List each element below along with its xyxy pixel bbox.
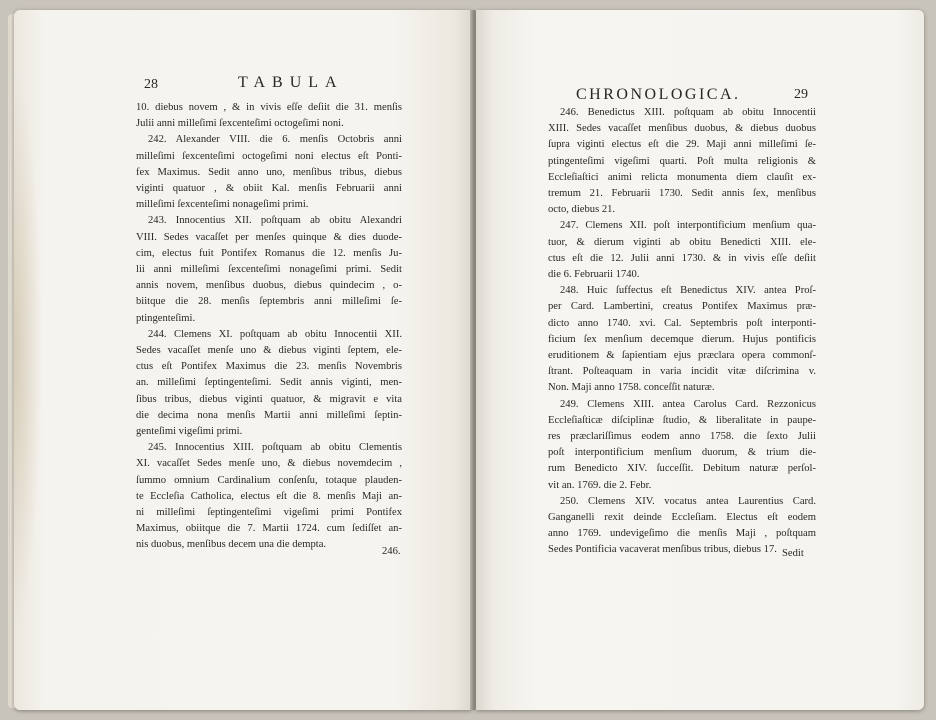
text-line: poſt interpontificium menſium duorum, & trium die- bbox=[548, 447, 816, 459]
text-line: milleſimi ſexcenteſimi nonageſimi primi. bbox=[136, 199, 309, 211]
text-line: ctus eſt die 12. Julii anni 1730. & in vivis eſſe deſiit bbox=[548, 252, 816, 264]
text-line: 250. Clemens XIV. vocatus antea Laurentius Card. bbox=[560, 495, 816, 507]
text-line: per Card. Lambertini, creatus Pontifex Maximus præ- bbox=[548, 301, 816, 313]
text-line: Maximus, obiitque die 7. Martii 1724. cum ſediſſet an- bbox=[136, 523, 402, 535]
text-line: 244. Clemens XI. poſtquam ab obitu Innocentii XII. bbox=[148, 328, 402, 340]
text-line: 248. Huic ſuffectus eſt Benedictus XIV. antea Proſ- bbox=[560, 285, 816, 297]
text-line: ſupra viginti electus eſt die 29. Maji anni milleſimi ſe- bbox=[548, 139, 816, 151]
left-catchword: 246. bbox=[382, 546, 401, 557]
right-running-head: CHRONOLOGICA. bbox=[576, 86, 741, 103]
right-catchword: Sedit bbox=[782, 548, 804, 559]
text-line: 247. Clemens XII. poſt interpontificium menſium qua- bbox=[560, 220, 816, 232]
text-line: anno 1769. undevigeſimo die menſis Maji , poſtquam bbox=[548, 528, 816, 540]
text-line: ficium ſex menſium decemque dierum. Hujus pontificis bbox=[548, 333, 816, 345]
text-line: 243. Innocentius XII. poſtquam ab obitu Alexandri bbox=[148, 215, 402, 227]
text-line: die decima nona menſis Martii anni milleſimi ſeptin- bbox=[136, 409, 402, 421]
text-line: Sedes vacaſſet menſe uno & diebus viginti ſeptem, ele- bbox=[136, 345, 402, 357]
left-page bbox=[14, 10, 472, 710]
text-line: Julii anni milleſimi ſexcenteſimi octogeſimi noni. bbox=[136, 118, 344, 130]
text-line: milleſimi ſexcenteſimi octogeſimi noni electus eſt Ponti- bbox=[136, 150, 402, 162]
text-line: ſtrant. Poſteaquam in varia incidit vitæ diſcrimina v. bbox=[548, 366, 816, 378]
text-line: 245. Innocentius XIII. poſtquam ab obitu Clementis bbox=[148, 442, 402, 454]
left-running-head: TABULA bbox=[238, 74, 344, 91]
text-line: nis duobus, menſibus decem una die dempta. bbox=[136, 539, 327, 551]
open-book bbox=[8, 6, 930, 716]
text-line: tremum 21. Februarii 1730. Sedit annis ſex, menſibus bbox=[548, 188, 816, 200]
text-line: tuor, & dierum viginti ab obitu Benedicti XIII. ele- bbox=[548, 236, 816, 248]
text-line: ctus eſt Pontifex Maximus die 23. menſis Novembris bbox=[136, 361, 402, 373]
text-line: genteſimi vigeſimi primi. bbox=[136, 426, 243, 438]
right-page bbox=[476, 10, 924, 710]
text-line: 249. Clemens XIII. antea Carolus Card. Rezzonicus bbox=[560, 398, 816, 410]
text-line: te Eccleſia Catholica, electus eſt die 8. menſis Maji an- bbox=[136, 490, 402, 502]
left-page-number: 28 bbox=[144, 77, 158, 92]
text-line: XI. vacaſſet Sedes menſe uno, & diebus novemdecim , bbox=[136, 458, 402, 470]
text-line: ptingenteſimi vigeſimi quarti. Poſt multa religionis & bbox=[548, 155, 816, 167]
text-line: Non. Maji anno 1758. conceſſit naturæ. bbox=[548, 382, 715, 394]
text-line: fex Maximus. Sedit anno uno, menſibus tribus, diebus bbox=[136, 166, 402, 178]
text-line: XIII. Sedes vacaſſet menſibus duobus, & diebus duobus bbox=[548, 123, 816, 135]
text-line: die 6. Februarii 1740. bbox=[548, 269, 640, 281]
text-line: Sedes Pontificia vacaverat menſibus tribus, diebus 17. bbox=[548, 544, 777, 556]
text-line: rum Benedicto XIV. ſucceſſit. Debitum naturæ perſol- bbox=[548, 463, 816, 475]
text-line: viginti quatuor , & obiit Kal. menſis Februarii anni bbox=[136, 183, 402, 195]
text-line: lii anni milleſimi ſexcenteſimi nonageſimi primi. Sedit bbox=[136, 264, 402, 276]
right-page-number: 29 bbox=[794, 87, 808, 102]
text-line: 246. Benedictus XIII. poſtquam ab obitu Innocentii bbox=[560, 107, 816, 118]
text-line: eruditionem & ſapientiam ejus præclara opera commonſ- bbox=[548, 350, 816, 362]
text-line: cim, electus fuit Pontifex Romanus die 12. menſis Ju- bbox=[136, 247, 402, 259]
text-line: ſibus tribus, diebus viginti quatuor, & migravit e vita bbox=[136, 393, 402, 405]
text-line: Ganganelli rexit deinde Eccleſiam. Electus eſt eodem bbox=[548, 512, 816, 524]
left-page-text bbox=[136, 100, 402, 554]
text-line: vit an. 1769. die 2. Febr. bbox=[548, 479, 652, 491]
text-line: ptingenteſimi. bbox=[136, 312, 196, 324]
text-line: octo, diebus 21. bbox=[548, 204, 616, 216]
text-line: ni milleſimi ſeptingenteſimi vigeſimi primi Pontifex bbox=[136, 507, 402, 519]
text-line: Eccleſiaſticæ diſciplinæ ſtudio, & liberalitate in paupe- bbox=[548, 414, 816, 426]
text-line: annis novem, menſibus duobus, diebus quindecim , o- bbox=[136, 280, 402, 292]
text-line: VIII. Sedes vacaſſet per menſes quinque & dies duode- bbox=[136, 231, 402, 243]
text-line: dicto anno 1740. xvi. Cal. Septembris poſt interponti- bbox=[548, 317, 816, 329]
text-line: biitque die 28. menſis ſeptembris anni milleſimi ſe- bbox=[136, 296, 402, 308]
text-line: 10. diebus novem , & in vivis eſſe deſiit die 31. menſis bbox=[136, 102, 402, 113]
water-stain bbox=[14, 70, 42, 630]
text-line: 242. Alexander VIII. die 6. menſis Octobris anni bbox=[148, 134, 402, 146]
text-line: res præclariſſimus eodem anno 1758. die ſexto Julii bbox=[548, 431, 816, 443]
text-line: ſummo omnium Cardinalium conſenſu, totaque plauden- bbox=[136, 474, 402, 486]
right-page-text bbox=[548, 105, 816, 559]
text-line: an. milleſimi ſeptingenteſimi. Sedit annis viginti, men- bbox=[136, 377, 402, 389]
text-line: Eccleſiaſtici animi relicta monumenta diem clauſit ex- bbox=[548, 171, 816, 183]
